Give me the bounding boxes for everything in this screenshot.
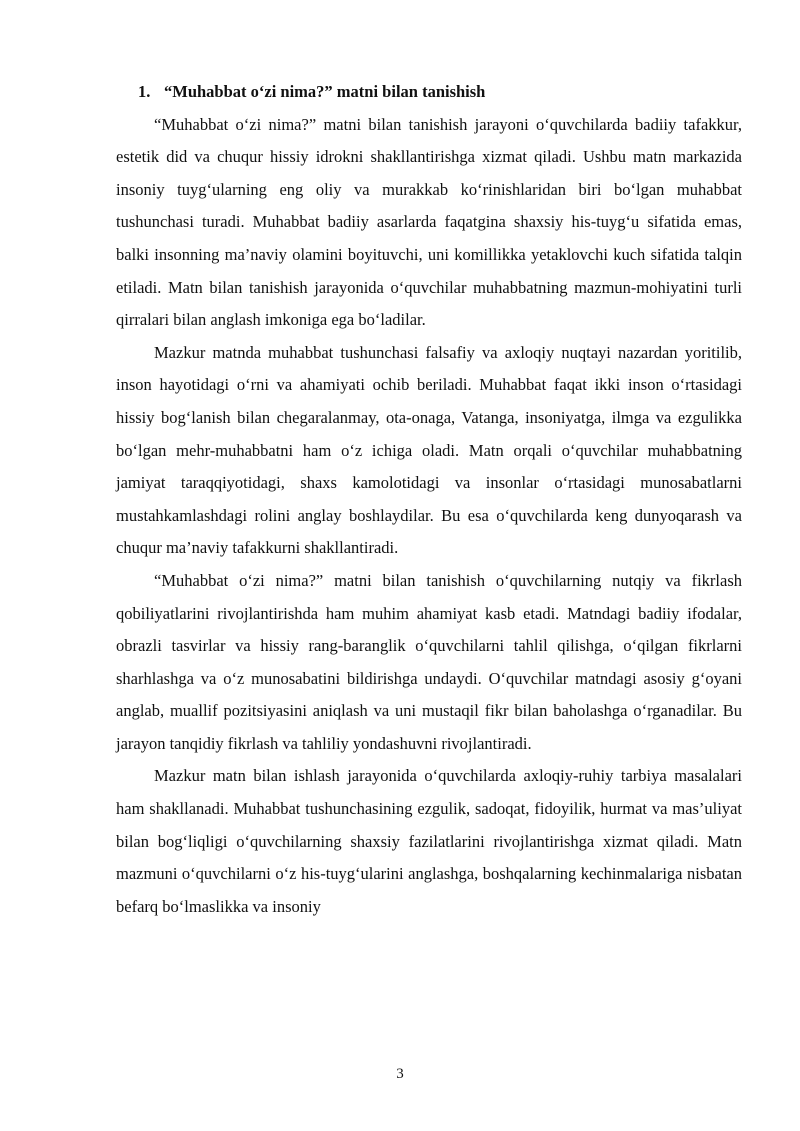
paragraph-3: “Muhabbat o‘zi nima?” matni bilan tanishish o‘quvchilarning nutqiy va fikrlash qobiliyatlarini rivojlantirishda ham muhim ahamiyat kasb etadi. Matndagi badiiy ifodalar, obrazli tasvirlar va hissiy rang-baranglik o‘quvchilarni tahlil qilishga, o‘qilgan fikrlarni sharhlashga va o‘z munosabatini bildirishga undaydi. O‘quvchilar matndagi asosiy g‘oyani anglab, muallif pozitsiyasini aniqlash va uni mustaqil fikr bilan baholashga o‘rganadilar. Bu jarayon tanqidiy fikrlash va tahliliy yondashuvni rivojlantiradi. (116, 570, 742, 753)
paragraph-2: Mazkur matnda muhabbat tushunchasi falsafiy va axloqiy nuqtayi nazardan yoritilib, inson hayotidagi o‘rni va ahamiyati ochib beriladi. Muhabbat faqat ikki inson o‘rtasidagi hissiy bog‘lanish bilan chegaralanmay, ota-onaga, Vatanga, insoniyatga, ilmga va ezgulikka bo‘lgan mehr-muhabbatni ham o‘z ichiga oladi. Matn orqali o‘quvchilar muhabbatning jamiyat taraqqiyotidagi, shaxs kamolotidagi va insonlar o‘rtasidagi munosabatlarni mustahkamlashdagi rolini anglay boshlaydilar. Bu esa o‘quvchilarda keng dunyoqarash va chuqur ma’naviy tafakkurni shakllantiradi. (116, 342, 742, 558)
section-number: 1. (138, 82, 151, 101)
section-heading (116, 76, 742, 109)
paragraph-4: Mazkur matn bilan ishlash jarayonida o‘quvchilarda axloqiy-ruhiy tarbiya masalalari ham shakllanadi. Muhabbat tushunchasining ezgulik, sadoqat, fidoyilik, hurmat va mas’uliyat bilan bog‘liqligi o‘quvchilarning shaxsiy fazilatlarini rivojlantirishga xizmat qiladi. Matn mazmuni o‘quvchilarni o‘z his-tuyg‘ularini anglashga, boshqalarning kechinmalariga nisbatan befarq bo‘lmaslikka va insoniy (116, 766, 742, 916)
page-number: 3 (396, 1066, 404, 1082)
paragraph-1: “Muhabbat o‘zi nima?” matni bilan tanishish jarayoni o‘quvchilarda badiiy tafakkur, estetik did va chuqur hissiy idrokni shakllantirishga xizmat qiladi. Ushbu matn markazida insoniy tuyg‘ularning eng oliy va murakkab ko‘rinishlaridan biri bo‘lgan muhabbat tushunchasi turadi. Muhabbat badiiy asarlarda faqatgina shaxsiy his-tuyg‘u sifatida emas, balki insonning ma’naviy olamini boyituvchi, uni komillikka yetaklovchi kuch sifatida talqin etiladi. Matn bilan tanishish jarayonida o‘quvchilar muhabbatning mazmun-mohiyatini turli qirralari bilan anglash imkoniga ega bo‘ladilar. (116, 114, 742, 330)
page-content (116, 76, 742, 923)
section-title: “Muhabbat o‘zi nima?” matni bilan tanishish (164, 82, 486, 101)
